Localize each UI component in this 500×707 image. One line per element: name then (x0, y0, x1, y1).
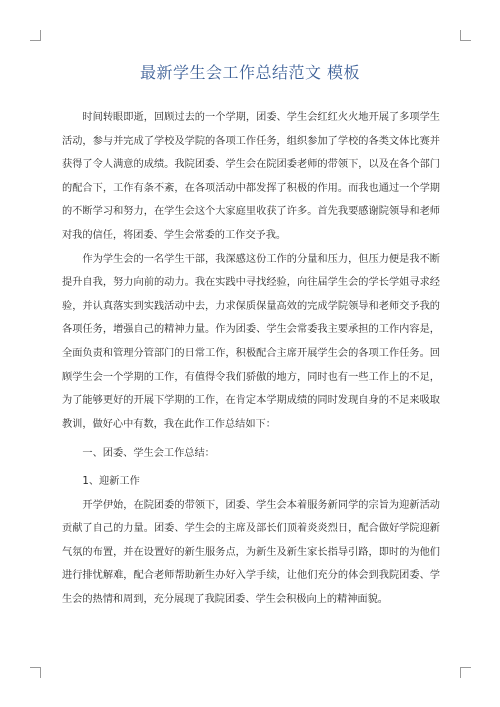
document-body (62, 106, 440, 611)
document-title: 最新学生会工作总结范文 模板 (139, 63, 361, 82)
page-corner-mark-top-right (460, 30, 471, 41)
page-corner-mark-bottom-right (460, 667, 471, 678)
paragraph-intro: 时间转眼即逝，回顾过去的一个学期，团委、学生会红红火火地开展了多项学生活动，参与并完成了学校及学院的各项工作任务，组织参加了学校的各类文体比赛并获得了令人满意的成绩。我院团委、学生会在院团委老师的带领下，以及在各个部门的配合下，工作有条不紊，在各项活动中都发挥了积极的作用。而我也通过一个学期的不断学习和努力，在学生会这个大家庭里收获了许多。首先我要感谢院领导和老师对我的信任，将团委、学生会常委的工作交予我。 (62, 112, 440, 241)
page-corner-mark-top-left (30, 30, 41, 41)
paragraph-welcome: 开学伊始，在院团委的带领下，团委、学生会本着服务新同学的宗旨为迎新活动贡献了自己的力量。团委、学生会的主席及部长们顶着炎炎烈日，配合做好学院迎新气氛的布置，并在设置好的新生服务点，为新生及新生家长指导引路，即时的为他们进行排忧解难，配合老师帮助新生办好入学手续，让他们充分的体会到我院团委、学生会的热情和周到，充分展现了我院团委、学生会积极向上的精神面貌。 (62, 499, 440, 605)
page-corner-mark-bottom-left (30, 667, 41, 678)
paragraph-role: 作为学生会的一名学生干部，我深感这份工作的分量和压力，但压力便是我不断提升自我，努力向前的动力。我在实践中寻找经验，向往届学生会的学长学姐寻求经验，并认真落实到实践活动中去，力求保质保量高效的完成学院领导和老师交予我的各项任务，增强自己的精神力量。作为团委、学生会常委我主要承担的工作内容是，全面负责和管理分管部门的日常工作，积极配合主席开展学生会的各项工作任务。回顾学生会一个学期的工作，有值得令我们骄傲的地方，同时也有一些工作上的不足，为了能够更好的开展下学期的工作，在肯定本学期成绩的同时发现自身的不足来吸取教训，做好心中有数，我在此作工作总结如下： (62, 253, 440, 430)
section-heading: 一、团委、学生会工作总结： (82, 448, 215, 460)
subsection-heading: 1、迎新工作 (82, 475, 140, 487)
